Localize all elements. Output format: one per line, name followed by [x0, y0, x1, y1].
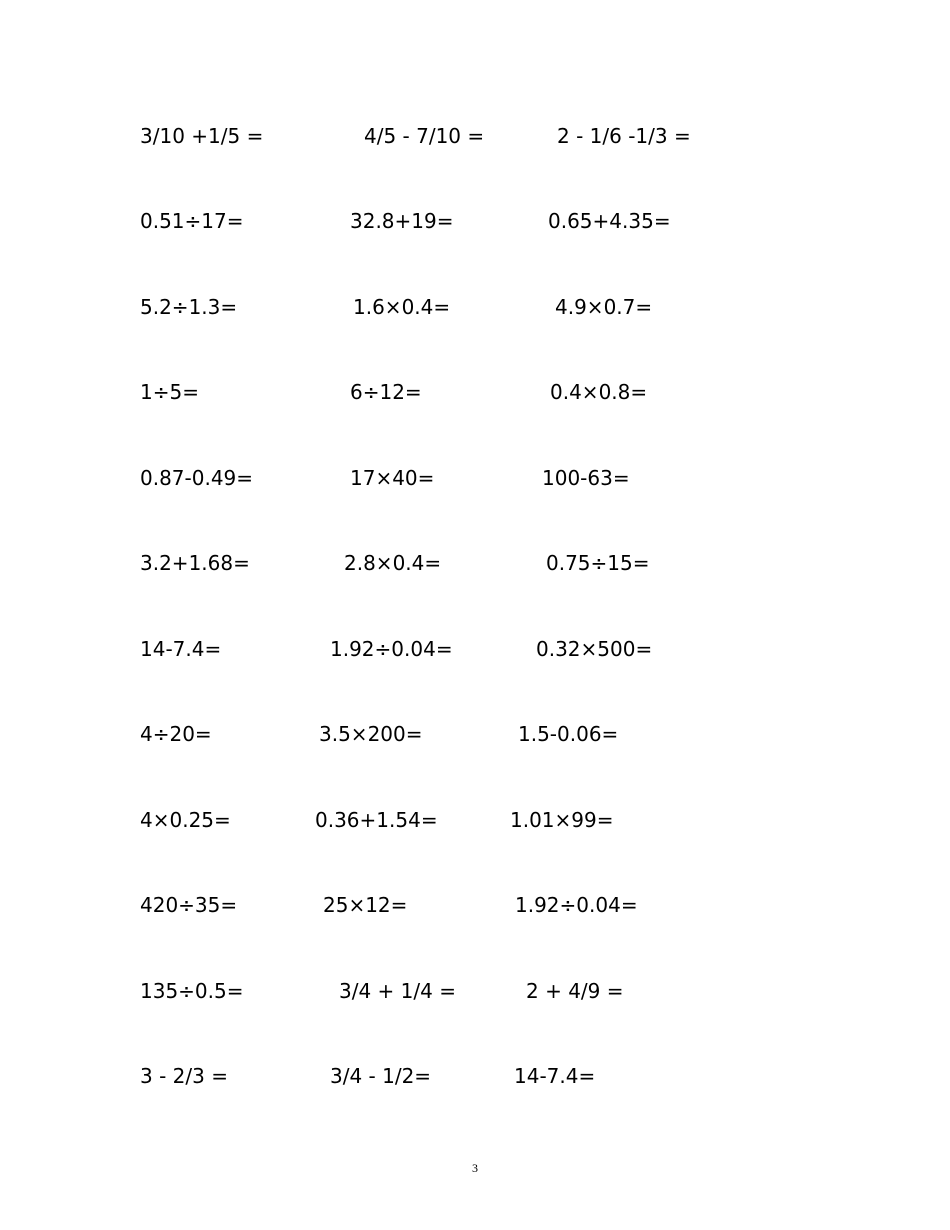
math-problem: 4÷20=: [140, 722, 212, 746]
math-problem: 3/4 - 1/2=: [330, 1064, 432, 1088]
problem-row-5: [0, 463, 950, 493]
problem-row-4: [0, 377, 950, 407]
math-problem: 1.92÷0.04=: [330, 637, 453, 661]
math-problem: 3 - 2/3 =: [140, 1064, 228, 1088]
math-problem: 1.92÷0.04=: [515, 893, 638, 917]
math-problem: 1.6×0.4=: [353, 295, 451, 319]
problem-row-2: [0, 206, 950, 236]
math-problem: 2 + 4/9 =: [526, 979, 624, 1003]
math-problem: 17×40=: [350, 466, 435, 490]
math-problem: 4.9×0.7=: [555, 295, 653, 319]
math-problem: 0.32×500=: [536, 637, 653, 661]
math-problem: 5.2÷1.3=: [140, 295, 238, 319]
math-problem: 3/10 +1/5 =: [140, 124, 264, 148]
problem-row-7: [0, 634, 950, 664]
math-problem: 0.4×0.8=: [550, 380, 648, 404]
math-problem: 0.36+1.54=: [315, 808, 438, 832]
problem-row-10: [0, 890, 950, 920]
math-problem: 4×0.25=: [140, 808, 231, 832]
math-problem: 1.5-0.06=: [518, 722, 619, 746]
math-problem: 100-63=: [542, 466, 630, 490]
math-problem: 3.5×200=: [319, 722, 423, 746]
math-problem: 1.01×99=: [510, 808, 614, 832]
math-problem: 32.8+19=: [350, 209, 454, 233]
problem-row-9: [0, 805, 950, 835]
math-problem: 6÷12=: [350, 380, 422, 404]
problem-row-3: [0, 292, 950, 322]
math-problem: 0.75÷15=: [546, 551, 650, 575]
math-problem: 420÷35=: [140, 893, 238, 917]
math-problem: 0.87-0.49=: [140, 466, 254, 490]
math-problem: 3/4 + 1/4 =: [339, 979, 456, 1003]
math-problem: 0.51÷17=: [140, 209, 244, 233]
math-problem: 25×12=: [323, 893, 408, 917]
math-problem: 1÷5=: [140, 380, 199, 404]
math-problem: 0.65+4.35=: [548, 209, 671, 233]
math-problem: 14-7.4=: [140, 637, 222, 661]
math-problem: 4/5 - 7/10 =: [364, 124, 485, 148]
math-problem: 3.2+1.68=: [140, 551, 250, 575]
math-problem: 135÷0.5=: [140, 979, 244, 1003]
math-problem: 2 - 1/6 -1/3 =: [557, 124, 691, 148]
math-problem: 14-7.4=: [514, 1064, 596, 1088]
math-problem: 2.8×0.4=: [344, 551, 442, 575]
problem-row-12: [0, 1061, 950, 1091]
problem-row-8: [0, 719, 950, 749]
problem-row-11: [0, 976, 950, 1006]
page-number: 3: [472, 1161, 478, 1175]
problem-row-6: [0, 548, 950, 578]
problem-row-1: [0, 121, 950, 151]
